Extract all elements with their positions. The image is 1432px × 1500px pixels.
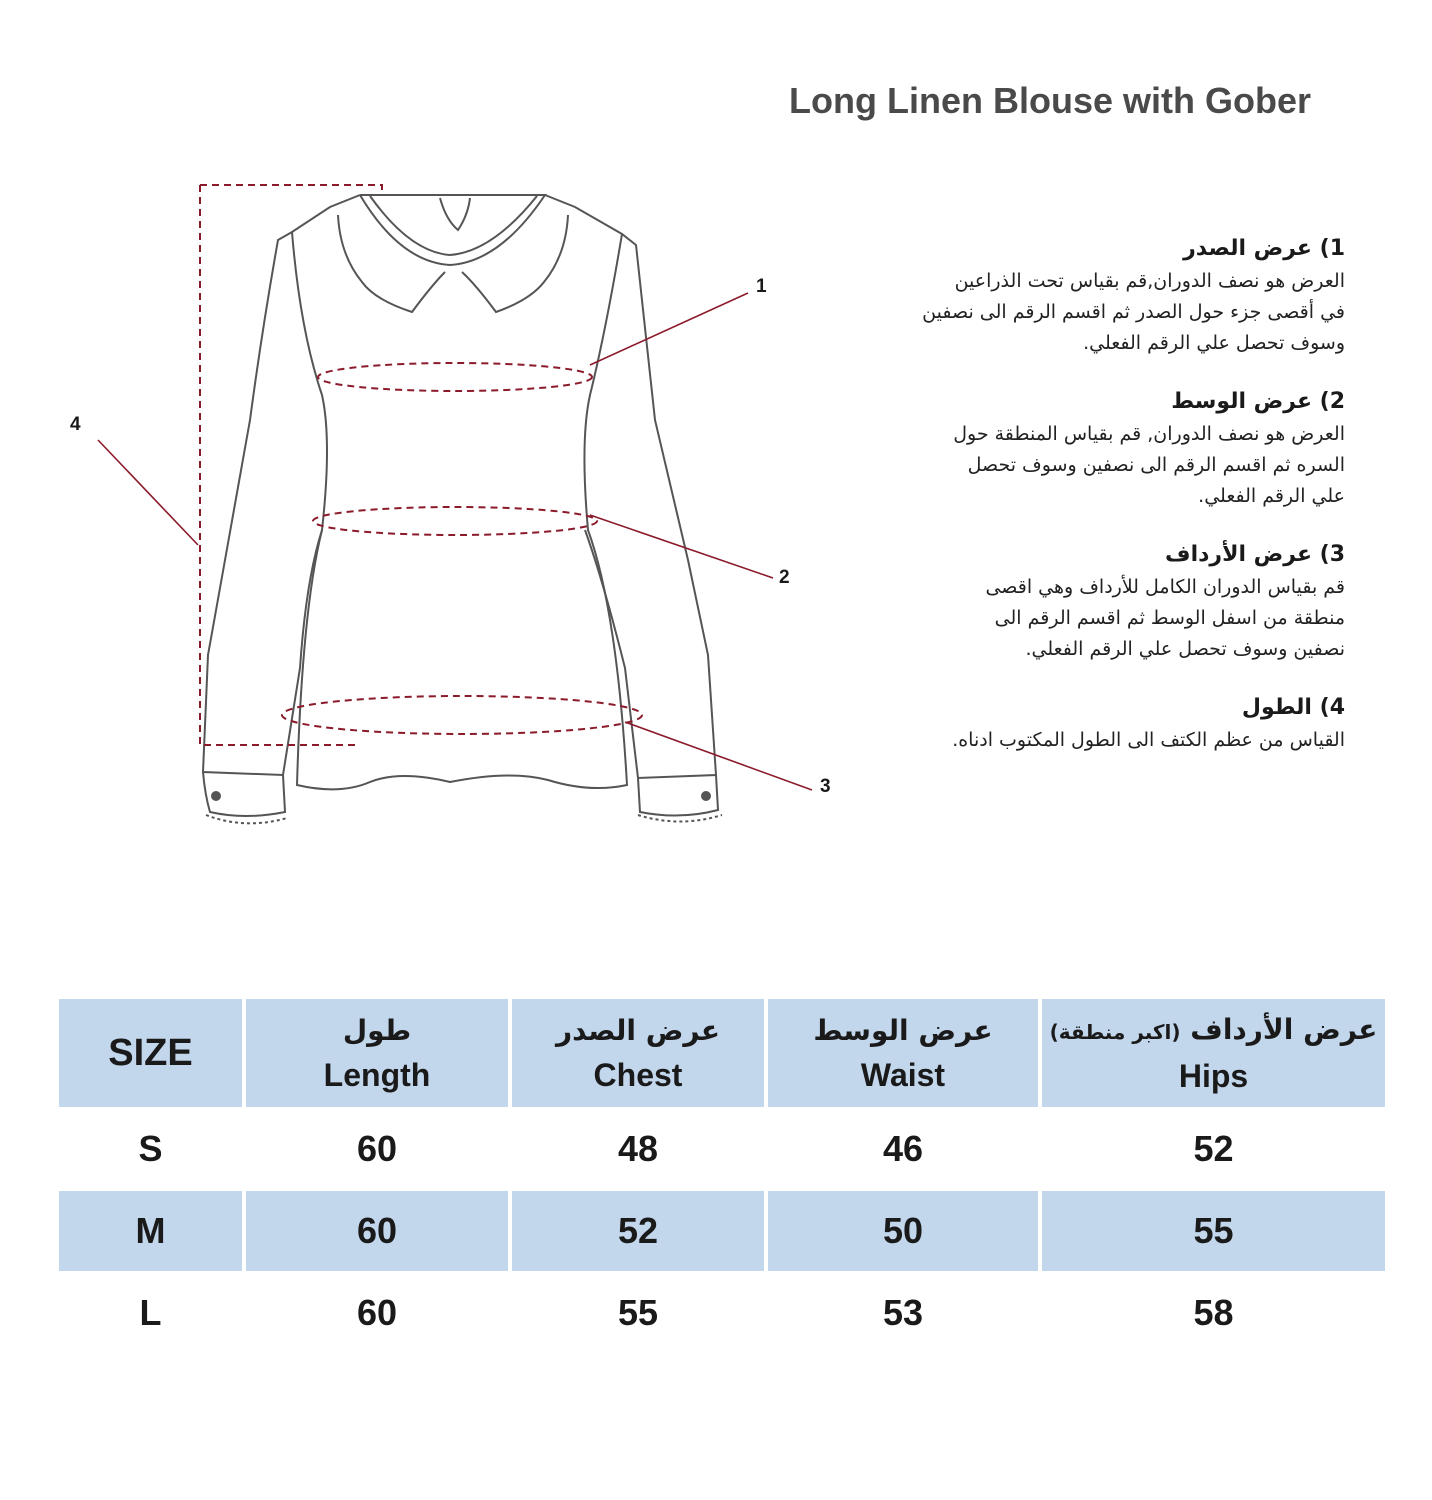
note-line: العرض هو نصف الدوران,قم بقياس تحت الذراعين bbox=[954, 270, 1345, 292]
cell-chest: 52 bbox=[512, 1191, 764, 1271]
header-hips-ar: عرض الأرداف bbox=[1190, 1013, 1378, 1046]
table-row bbox=[59, 1109, 1385, 1189]
cell-length: 60 bbox=[246, 1191, 508, 1271]
page-title: Long Linen Blouse with Gober bbox=[789, 80, 1311, 121]
note-waist bbox=[860, 385, 1345, 512]
header-length-en: Length bbox=[323, 1057, 431, 1093]
note-heading: 2) عرض الوسط bbox=[1171, 389, 1345, 414]
note-line: القياس من عظم الكتف الى الطول المكتوب ادناه. bbox=[952, 729, 1345, 751]
header-hips-ar-line bbox=[1042, 1008, 1385, 1054]
header-chest bbox=[512, 999, 764, 1107]
cell-hips: 55 bbox=[1042, 1191, 1385, 1271]
note-length bbox=[860, 691, 1345, 756]
header-hips-en: Hips bbox=[1178, 1058, 1249, 1094]
header-size-label: SIZE bbox=[108, 1031, 193, 1074]
header-length-ar: طول bbox=[342, 1014, 412, 1047]
note-line: وسوف تحصل علي الرقم الفعلي. bbox=[1083, 332, 1345, 354]
header-waist-ar: عرض الوسط bbox=[813, 1014, 993, 1047]
header-hips bbox=[1042, 999, 1385, 1107]
cell-length: 60 bbox=[246, 1273, 508, 1353]
table-header-row bbox=[59, 999, 1385, 1107]
note-line: السره ثم اقسم الرقم الى نصفين وسوف تحصل bbox=[967, 454, 1345, 476]
marker-3-label: 3 bbox=[820, 776, 831, 797]
note-line: نصفين وسوف تحصل علي الرقم الفعلي. bbox=[1025, 638, 1345, 660]
cell-size: S bbox=[59, 1109, 242, 1189]
cell-hips: 52 bbox=[1042, 1109, 1385, 1189]
note-heading: 4) الطول bbox=[1241, 695, 1345, 720]
measurement-guides bbox=[200, 185, 642, 745]
size-chart-table bbox=[55, 997, 1389, 1355]
cell-chest: 55 bbox=[512, 1273, 764, 1353]
header-chest-en: Chest bbox=[593, 1057, 683, 1093]
cell-size: M bbox=[59, 1191, 242, 1271]
table-row bbox=[59, 1273, 1385, 1353]
note-line: قم بقياس الدوران الكامل للأرداف وهي اقصى bbox=[985, 576, 1345, 598]
header-hips-note: (اكبر منطقة) bbox=[1049, 1020, 1181, 1044]
header-chest-ar: عرض الصدر bbox=[556, 1014, 720, 1047]
cell-waist: 50 bbox=[768, 1191, 1038, 1271]
note-line: في أقصى جزء حول الصدر ثم اقسم الرقم الى نصفين bbox=[922, 301, 1345, 323]
note-line: علي الرقم الفعلي. bbox=[1198, 485, 1345, 507]
header-waist-en: Waist bbox=[860, 1057, 946, 1093]
note-hips bbox=[860, 538, 1345, 665]
marker-1-label: 1 bbox=[756, 276, 767, 297]
measurement-notes bbox=[860, 232, 1345, 782]
note-line: منطقة من اسفل الوسط ثم اقسم الرقم الى bbox=[994, 607, 1345, 629]
marker-4-label: 4 bbox=[70, 414, 81, 435]
header-size bbox=[59, 999, 242, 1107]
cell-length: 60 bbox=[246, 1109, 508, 1189]
header-length bbox=[246, 999, 508, 1107]
cell-hips: 58 bbox=[1042, 1273, 1385, 1353]
cell-waist: 53 bbox=[768, 1273, 1038, 1353]
cell-waist: 46 bbox=[768, 1109, 1038, 1189]
blouse-diagram bbox=[0, 150, 860, 870]
header-waist bbox=[768, 999, 1038, 1107]
cell-size: L bbox=[59, 1273, 242, 1353]
table-row bbox=[59, 1191, 1385, 1271]
note-heading: 1) عرض الصدر bbox=[1183, 236, 1345, 261]
note-heading: 3) عرض الأرداف bbox=[1165, 542, 1345, 567]
note-chest bbox=[860, 232, 1345, 359]
note-line: العرض هو نصف الدوران, قم بقياس المنطقة حول bbox=[953, 423, 1345, 445]
cell-chest: 48 bbox=[512, 1109, 764, 1189]
marker-2-label: 2 bbox=[779, 567, 790, 588]
